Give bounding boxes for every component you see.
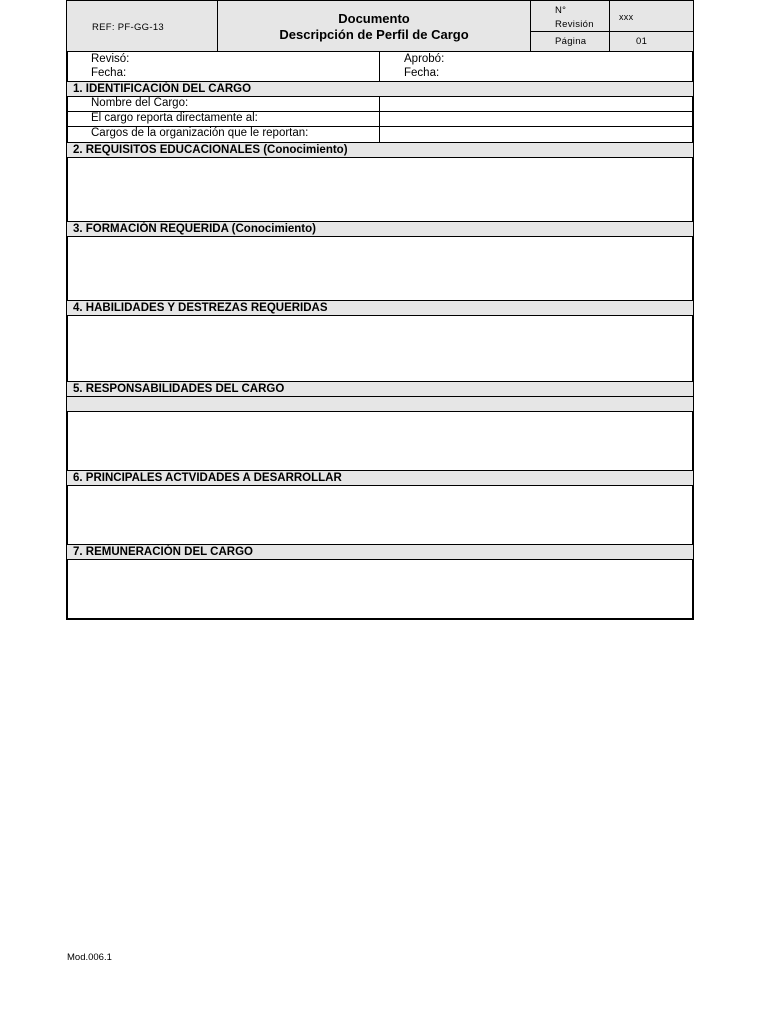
s1-row-3-value[interactable]: [379, 127, 693, 142]
section-5-title: 5. RESPONSABILIDADES DEL CARGO: [73, 383, 285, 395]
page-divider: [609, 32, 610, 52]
revision-label: Revisión: [555, 19, 594, 30]
s1-row-3: [67, 127, 693, 143]
section-6-body[interactable]: [67, 486, 693, 545]
s1-row-2-value[interactable]: [379, 112, 693, 126]
section-6-title: 6. PRINCIPALES ACTVIDADES A DESARROLLAR: [73, 472, 342, 484]
section-3-header: [67, 222, 693, 237]
s1-row-2: [67, 112, 693, 127]
section-5-body[interactable]: [67, 412, 693, 471]
section-7-body[interactable]: [67, 560, 693, 618]
section-2-body[interactable]: [67, 158, 693, 222]
revision-value: xxx: [619, 12, 634, 22]
s1-row-1: [67, 97, 693, 112]
page-label: Página: [555, 36, 587, 47]
page-value: 01: [636, 36, 648, 47]
section-4-body[interactable]: [67, 316, 693, 382]
fecha-right-label: Fecha:: [404, 67, 440, 79]
section-2-header: [67, 143, 693, 158]
section-3-body[interactable]: [67, 237, 693, 301]
section-7-header: [67, 545, 693, 560]
ref-code: REF: PF-GG-13: [92, 22, 164, 33]
section-4-title: 4. HABILIDADES Y DESTREZAS REQUERIDAS: [73, 302, 328, 314]
section-2-title: 2. REQUISITOS EDUCACIONALES (Conocimiento): [73, 144, 348, 156]
section-1-title: 1. IDENTIFICACIÓN DEL CARGO: [73, 83, 252, 95]
revision-divider: [609, 1, 610, 32]
section-5-subrow[interactable]: [67, 397, 693, 412]
no-label: N°: [555, 5, 567, 16]
doc-title-cell: [218, 1, 531, 52]
section-1-header: [67, 82, 693, 97]
section-6-header: [67, 471, 693, 486]
section-4-header: [67, 301, 693, 316]
section-3-title: 3. FORMACIÓN REQUERIDA (Conocimiento): [73, 223, 316, 235]
reporta-label: El cargo reporta directamente al:: [91, 112, 258, 124]
reviso-label: Revisó:: [91, 53, 130, 65]
revision-cell: [531, 1, 693, 32]
aprobo-label: Aprobó:: [404, 53, 445, 65]
fecha-left-label: Fecha:: [91, 67, 127, 79]
doc-title-line2: Descripción de Perfil de Cargo: [279, 27, 469, 42]
cargos-reportan-label: Cargos de la organización que le reportan:: [91, 127, 309, 139]
page-cell: [531, 32, 693, 52]
section-5-header: [67, 382, 693, 397]
doc-title-line1: Documento: [338, 11, 410, 26]
s1-row-1-value[interactable]: [379, 97, 693, 111]
approval-divider: [379, 52, 380, 82]
nombre-cargo-label: Nombre del Cargo:: [91, 97, 189, 109]
section-7-title: 7. REMUNERACIÓN DEL CARGO: [73, 546, 253, 558]
approval-row: [67, 52, 693, 82]
footer-mod-code: Mod.006.1: [67, 952, 112, 963]
ref-cell: [67, 1, 218, 52]
